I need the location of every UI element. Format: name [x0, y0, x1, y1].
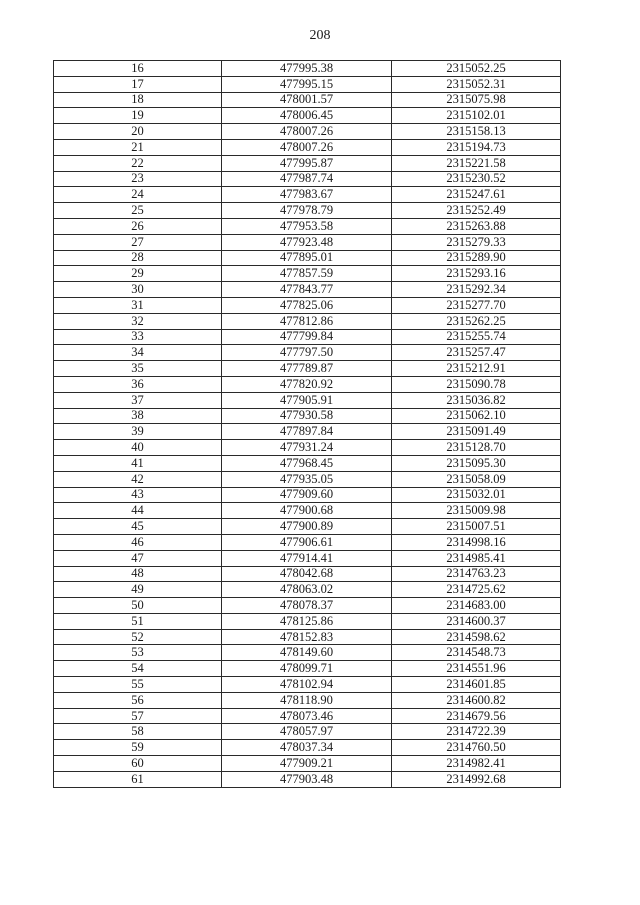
table-row — [54, 440, 561, 456]
point-number-cell: 53 — [54, 645, 222, 661]
table-row — [54, 108, 561, 124]
x-coordinate-cell: 477909.60 — [222, 487, 392, 503]
y-coordinate-cell: 2314600.37 — [392, 613, 561, 629]
table-row — [54, 455, 561, 471]
y-coordinate-cell: 2314598.62 — [392, 629, 561, 645]
table-row — [54, 203, 561, 219]
x-coordinate-cell: 477812.86 — [222, 313, 392, 329]
table-row — [54, 139, 561, 155]
y-coordinate-cell: 2315289.90 — [392, 250, 561, 266]
point-number-cell: 37 — [54, 392, 222, 408]
table-row — [54, 234, 561, 250]
point-number-cell: 22 — [54, 155, 222, 171]
y-coordinate-cell: 2315255.74 — [392, 329, 561, 345]
table-row — [54, 645, 561, 661]
table-row — [54, 155, 561, 171]
x-coordinate-cell: 477953.58 — [222, 218, 392, 234]
table-row — [54, 187, 561, 203]
x-coordinate-cell: 477995.38 — [222, 61, 392, 77]
table-row — [54, 487, 561, 503]
x-coordinate-cell: 477995.87 — [222, 155, 392, 171]
point-number-cell: 40 — [54, 440, 222, 456]
y-coordinate-cell: 2315293.16 — [392, 266, 561, 282]
table-row — [54, 471, 561, 487]
point-number-cell: 35 — [54, 361, 222, 377]
x-coordinate-cell: 477906.61 — [222, 534, 392, 550]
x-coordinate-cell: 477799.84 — [222, 329, 392, 345]
table-row — [54, 424, 561, 440]
point-number-cell: 61 — [54, 771, 222, 787]
table-row — [54, 519, 561, 535]
point-number-cell: 60 — [54, 756, 222, 772]
point-number-cell: 51 — [54, 613, 222, 629]
y-coordinate-cell: 2315058.09 — [392, 471, 561, 487]
x-coordinate-cell: 477931.24 — [222, 440, 392, 456]
point-number-cell: 58 — [54, 724, 222, 740]
x-coordinate-cell: 478073.46 — [222, 708, 392, 724]
y-coordinate-cell: 2315279.33 — [392, 234, 561, 250]
y-coordinate-cell: 2315052.25 — [392, 61, 561, 77]
x-coordinate-cell: 477983.67 — [222, 187, 392, 203]
table-row — [54, 503, 561, 519]
point-number-cell: 52 — [54, 629, 222, 645]
coordinates-table-body — [54, 61, 561, 788]
table-row — [54, 408, 561, 424]
x-coordinate-cell: 477935.05 — [222, 471, 392, 487]
point-number-cell: 36 — [54, 376, 222, 392]
coordinates-table — [53, 60, 561, 788]
y-coordinate-cell: 2314601.85 — [392, 677, 561, 693]
point-number-cell: 43 — [54, 487, 222, 503]
table-row — [54, 692, 561, 708]
table-row — [54, 250, 561, 266]
point-number-cell: 44 — [54, 503, 222, 519]
point-number-cell: 23 — [54, 171, 222, 187]
table-row — [54, 629, 561, 645]
table-row — [54, 677, 561, 693]
y-coordinate-cell: 2315257.47 — [392, 345, 561, 361]
table-row — [54, 282, 561, 298]
point-number-cell: 17 — [54, 76, 222, 92]
x-coordinate-cell: 477995.15 — [222, 76, 392, 92]
table-row — [54, 566, 561, 582]
table-row — [54, 598, 561, 614]
y-coordinate-cell: 2315128.70 — [392, 440, 561, 456]
table-row — [54, 345, 561, 361]
point-number-cell: 20 — [54, 124, 222, 140]
x-coordinate-cell: 478118.90 — [222, 692, 392, 708]
x-coordinate-cell: 477905.91 — [222, 392, 392, 408]
x-coordinate-cell: 477895.01 — [222, 250, 392, 266]
x-coordinate-cell: 477903.48 — [222, 771, 392, 787]
y-coordinate-cell: 2314763.23 — [392, 566, 561, 582]
y-coordinate-cell: 2314998.16 — [392, 534, 561, 550]
table-row — [54, 61, 561, 77]
x-coordinate-cell: 478007.26 — [222, 139, 392, 155]
table-row — [54, 613, 561, 629]
table-row — [54, 756, 561, 772]
point-number-cell: 26 — [54, 218, 222, 234]
point-number-cell: 56 — [54, 692, 222, 708]
x-coordinate-cell: 478152.83 — [222, 629, 392, 645]
y-coordinate-cell: 2315262.25 — [392, 313, 561, 329]
table-row — [54, 392, 561, 408]
table-row — [54, 582, 561, 598]
y-coordinate-cell: 2315062.10 — [392, 408, 561, 424]
x-coordinate-cell: 478042.68 — [222, 566, 392, 582]
y-coordinate-cell: 2315036.82 — [392, 392, 561, 408]
y-coordinate-cell: 2314683.00 — [392, 598, 561, 614]
y-coordinate-cell: 2314600.82 — [392, 692, 561, 708]
table-row — [54, 740, 561, 756]
y-coordinate-cell: 2314992.68 — [392, 771, 561, 787]
x-coordinate-cell: 477900.89 — [222, 519, 392, 535]
table-row — [54, 376, 561, 392]
y-coordinate-cell: 2314679.56 — [392, 708, 561, 724]
table-row — [54, 708, 561, 724]
y-coordinate-cell: 2315090.78 — [392, 376, 561, 392]
point-number-cell: 32 — [54, 313, 222, 329]
y-coordinate-cell: 2315292.34 — [392, 282, 561, 298]
y-coordinate-cell: 2314985.41 — [392, 550, 561, 566]
y-coordinate-cell: 2315247.61 — [392, 187, 561, 203]
x-coordinate-cell: 477930.58 — [222, 408, 392, 424]
y-coordinate-cell: 2315221.58 — [392, 155, 561, 171]
table-row — [54, 329, 561, 345]
table-row — [54, 771, 561, 787]
point-number-cell: 42 — [54, 471, 222, 487]
point-number-cell: 38 — [54, 408, 222, 424]
point-number-cell: 25 — [54, 203, 222, 219]
point-number-cell: 57 — [54, 708, 222, 724]
y-coordinate-cell: 2315052.31 — [392, 76, 561, 92]
point-number-cell: 59 — [54, 740, 222, 756]
table-row — [54, 266, 561, 282]
table-row — [54, 218, 561, 234]
point-number-cell: 16 — [54, 61, 222, 77]
y-coordinate-cell: 2315230.52 — [392, 171, 561, 187]
table-row — [54, 313, 561, 329]
x-coordinate-cell: 477900.68 — [222, 503, 392, 519]
y-coordinate-cell: 2315091.49 — [392, 424, 561, 440]
table-row — [54, 550, 561, 566]
y-coordinate-cell: 2314725.62 — [392, 582, 561, 598]
x-coordinate-cell: 478063.02 — [222, 582, 392, 598]
x-coordinate-cell: 478007.26 — [222, 124, 392, 140]
x-coordinate-cell: 477909.21 — [222, 756, 392, 772]
table-row — [54, 661, 561, 677]
y-coordinate-cell: 2315194.73 — [392, 139, 561, 155]
x-coordinate-cell: 478125.86 — [222, 613, 392, 629]
y-coordinate-cell: 2314548.73 — [392, 645, 561, 661]
y-coordinate-cell: 2315102.01 — [392, 108, 561, 124]
x-coordinate-cell: 477897.84 — [222, 424, 392, 440]
y-coordinate-cell: 2314551.96 — [392, 661, 561, 677]
point-number-cell: 27 — [54, 234, 222, 250]
x-coordinate-cell: 477923.48 — [222, 234, 392, 250]
y-coordinate-cell: 2315277.70 — [392, 297, 561, 313]
y-coordinate-cell: 2315158.13 — [392, 124, 561, 140]
x-coordinate-cell: 478149.60 — [222, 645, 392, 661]
point-number-cell: 19 — [54, 108, 222, 124]
y-coordinate-cell: 2315032.01 — [392, 487, 561, 503]
point-number-cell: 47 — [54, 550, 222, 566]
point-number-cell: 30 — [54, 282, 222, 298]
point-number-cell: 29 — [54, 266, 222, 282]
y-coordinate-cell: 2315095.30 — [392, 455, 561, 471]
y-coordinate-cell: 2314760.50 — [392, 740, 561, 756]
x-coordinate-cell: 478078.37 — [222, 598, 392, 614]
point-number-cell: 45 — [54, 519, 222, 535]
table-row — [54, 124, 561, 140]
x-coordinate-cell: 478102.94 — [222, 677, 392, 693]
point-number-cell: 18 — [54, 92, 222, 108]
point-number-cell: 34 — [54, 345, 222, 361]
point-number-cell: 54 — [54, 661, 222, 677]
x-coordinate-cell: 477843.77 — [222, 282, 392, 298]
page-number: 208 — [309, 28, 331, 43]
y-coordinate-cell: 2314722.39 — [392, 724, 561, 740]
x-coordinate-cell: 477820.92 — [222, 376, 392, 392]
x-coordinate-cell: 477968.45 — [222, 455, 392, 471]
x-coordinate-cell: 477987.74 — [222, 171, 392, 187]
y-coordinate-cell: 2315252.49 — [392, 203, 561, 219]
y-coordinate-cell: 2315263.88 — [392, 218, 561, 234]
y-coordinate-cell: 2314982.41 — [392, 756, 561, 772]
point-number-cell: 28 — [54, 250, 222, 266]
table-row — [54, 76, 561, 92]
point-number-cell: 33 — [54, 329, 222, 345]
point-number-cell: 39 — [54, 424, 222, 440]
x-coordinate-cell: 478037.34 — [222, 740, 392, 756]
x-coordinate-cell: 477978.79 — [222, 203, 392, 219]
x-coordinate-cell: 478006.45 — [222, 108, 392, 124]
x-coordinate-cell: 477789.87 — [222, 361, 392, 377]
table-row — [54, 92, 561, 108]
point-number-cell: 24 — [54, 187, 222, 203]
point-number-cell: 21 — [54, 139, 222, 155]
x-coordinate-cell: 477857.59 — [222, 266, 392, 282]
y-coordinate-cell: 2315007.51 — [392, 519, 561, 535]
table-row — [54, 171, 561, 187]
table-row — [54, 361, 561, 377]
point-number-cell: 50 — [54, 598, 222, 614]
table-row — [54, 297, 561, 313]
y-coordinate-cell: 2315212.91 — [392, 361, 561, 377]
y-coordinate-cell: 2315009.98 — [392, 503, 561, 519]
x-coordinate-cell: 478099.71 — [222, 661, 392, 677]
x-coordinate-cell: 477825.06 — [222, 297, 392, 313]
point-number-cell: 31 — [54, 297, 222, 313]
y-coordinate-cell: 2315075.98 — [392, 92, 561, 108]
point-number-cell: 49 — [54, 582, 222, 598]
x-coordinate-cell: 478001.57 — [222, 92, 392, 108]
table-row — [54, 724, 561, 740]
table-row — [54, 534, 561, 550]
x-coordinate-cell: 477914.41 — [222, 550, 392, 566]
x-coordinate-cell: 477797.50 — [222, 345, 392, 361]
point-number-cell: 48 — [54, 566, 222, 582]
point-number-cell: 46 — [54, 534, 222, 550]
x-coordinate-cell: 478057.97 — [222, 724, 392, 740]
point-number-cell: 55 — [54, 677, 222, 693]
point-number-cell: 41 — [54, 455, 222, 471]
